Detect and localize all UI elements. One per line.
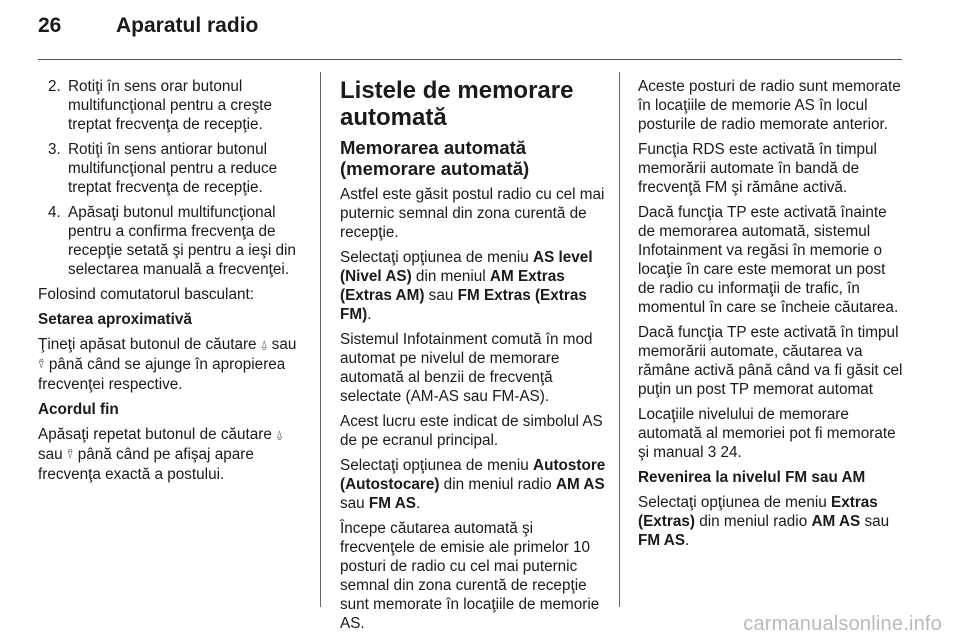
paragraph: Sistemul Infotainment comută în mod automat pe nivelul de memorare automată al benzii de frecvenţă selectate (AM-AS sau FM-AS). <box>340 331 593 405</box>
paragraph: Începe căutarea automată şi frecvenţele de emisie ale primelor 10 posturi de radio cu cel mai puternic semnal din zona curentă de recepţie sunt memorate în locaţiile de memorie AS. <box>340 520 600 632</box>
paragraph: Locaţiile nivelului de memorare automată al memoriei pot fi memorate şi manual 3 24. <box>638 406 896 461</box>
list-item: 4. Apăsaţi butonul multifuncţional pentru a confirma frecvenţa de recepţie setată şi pentru a ieşi din selectarea manuală a frecvenţei. <box>48 204 296 278</box>
page-title: Aparatul radio <box>116 14 259 37</box>
watermark: carmanualsonline.info <box>743 613 942 635</box>
column-right <box>638 77 906 556</box>
section-heading: Revenirea la nivelul FM sau AM <box>638 469 866 486</box>
column-middle <box>340 77 606 639</box>
page-ref-arrow-icon: 3 <box>707 444 717 461</box>
paragraph: Selectaţi opţiunea de meniu Extras (Extras) din meniul radio AM AS sau FM AS. <box>638 494 890 549</box>
list-item: 3. Rotiţi în sens antiorar butonul multifuncţional pentru a reduce treptat frecvenţa de recepţie. <box>48 141 278 196</box>
paragraph: Dacă funcţia TP este activată în timpul memorării automate, căutarea va rămâne activă până când va fi găsit cel puţin un post TP memorat automat <box>638 324 903 398</box>
paragraph: Selectaţi opţiunea de meniu AS level (Nivel AS) din meniul AM Extras (Extras AM) sau FM Extras (Extras FM). <box>340 249 593 323</box>
seek-up-icon: ⍙ <box>276 429 283 441</box>
paragraph: Dacă funcţia TP este activată înainte de memorarea automată, sistemul Infotainment va regăsi în memorie o locaţie în care este memorat un post de radio cu informaţii de trafic, în momentul în care se încheie căutarea. <box>638 204 899 316</box>
approx-text: Ţineţi apăsat butonul de căutare ⍙ sau ⍢ până când se ajunge în apropierea frecvenţei respective. <box>38 336 297 393</box>
seek-down-icon: ⍢ <box>38 359 45 371</box>
fine-text: Apăsaţi repetat butonul de căutare ⍙ sau ⍢ până când pe afişaj apare frecvenţa exactă a postului. <box>38 426 283 483</box>
fine-heading: Acordul fin <box>38 401 119 418</box>
paragraph: Aceste posturi de radio sunt memorate în locaţiile de memorie AS în locul posturile de radio memorate anterior. <box>638 78 901 133</box>
section-heading: Listele de memorare automată <box>340 77 574 131</box>
column-divider <box>320 72 321 607</box>
seek-down-icon: ⍢ <box>66 449 74 461</box>
rocker-intro: Folosind comutatorul basculant: <box>38 286 254 303</box>
section-subheading: Memorarea automată (memorare automată) <box>340 137 530 179</box>
column-divider <box>619 72 620 607</box>
paragraph: Selectaţi opţiunea de meniu Autostore (Autostocare) din meniul radio AM AS sau FM AS. <box>340 457 606 512</box>
seek-up-icon: ⍙ <box>260 339 268 351</box>
column-left <box>38 77 306 490</box>
approx-heading: Setarea aproximativă <box>38 311 192 328</box>
page-number: 26 <box>38 14 62 37</box>
paragraph: Funcţia RDS este activată în timpul memorării automate în bandă de frecvenţă FM şi rămâne activă. <box>638 141 877 196</box>
paragraph: Astfel este găsit postul radio cu cel mai puternic semnal din zona curentă de recepţie. <box>340 186 605 241</box>
header-divider <box>38 59 902 60</box>
list-item: 2. Rotiţi în sens orar butonul multifuncţional pentru a creşte treptat frecvenţa de recepţie. <box>48 78 273 133</box>
paragraph: Acest lucru este indicat de simbolul AS de pe ecranul principal. <box>340 413 603 449</box>
steps-list <box>38 77 306 279</box>
